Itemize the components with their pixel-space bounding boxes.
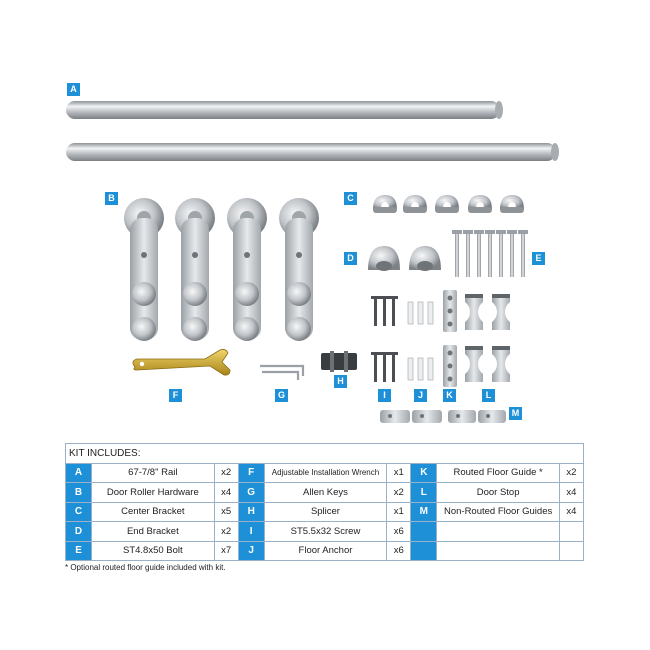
item-name: Non-Routed Floor Guides — [437, 502, 559, 522]
item-name: ST4.8x50 Bolt — [92, 541, 214, 561]
tag-h: H — [334, 375, 347, 388]
tag-j: J — [414, 389, 427, 402]
non-routed-floor-guides-m — [380, 410, 506, 423]
tag-i: I — [378, 389, 391, 402]
bolts-e — [452, 230, 528, 277]
tag-e: E — [532, 252, 545, 265]
item-letter: F — [238, 463, 264, 483]
item-qty: x4 — [559, 483, 583, 503]
center-brackets-c — [373, 195, 524, 213]
item-qty: x2 — [387, 483, 411, 503]
item-letter: A — [66, 463, 92, 483]
door-stops-l — [465, 294, 510, 382]
table-row — [66, 522, 584, 542]
item-letter — [411, 541, 437, 561]
tag-f: F — [169, 389, 182, 402]
item-name: Allen Keys — [264, 483, 386, 503]
routed-floor-guides-k — [443, 290, 457, 387]
wrench-f — [133, 349, 230, 375]
item-name: Door Stop — [437, 483, 559, 503]
rail-a — [66, 101, 559, 161]
item-qty: x5 — [214, 502, 238, 522]
item-qty: x6 — [387, 541, 411, 561]
tag-g: G — [275, 389, 288, 402]
item-qty: x2 — [214, 522, 238, 542]
item-qty: x7 — [214, 541, 238, 561]
footnote: * Optional routed floor guide included with kit. — [65, 563, 226, 572]
item-letter: L — [411, 483, 437, 503]
allen-keys-g — [260, 366, 303, 380]
tag-m: M — [509, 407, 522, 420]
item-letter: D — [66, 522, 92, 542]
tag-b: B — [105, 192, 118, 205]
table-row — [66, 463, 584, 483]
table-row — [66, 541, 584, 561]
item-letter: G — [238, 483, 264, 503]
item-qty: x4 — [559, 502, 583, 522]
item-name: Adjustable Installation Wrench — [264, 463, 386, 483]
item-letter: J — [238, 541, 264, 561]
tag-d: D — [344, 252, 357, 265]
tag-c: C — [344, 192, 357, 205]
item-letter: H — [238, 502, 264, 522]
item-name: ST5.5x32 Screw — [264, 522, 386, 542]
item-qty: x1 — [387, 502, 411, 522]
item-letter: I — [238, 522, 264, 542]
kit-includes-table — [65, 443, 584, 561]
item-name: Center Bracket — [92, 502, 214, 522]
item-letter: B — [66, 483, 92, 503]
splicer-h — [321, 351, 357, 372]
item-name: 67-7/8" Rail — [92, 463, 214, 483]
item-letter: E — [66, 541, 92, 561]
roller-hardware-b — [124, 198, 319, 341]
item-qty: x2 — [559, 463, 583, 483]
item-letter — [411, 522, 437, 542]
item-letter: K — [411, 463, 437, 483]
item-letter: C — [66, 502, 92, 522]
item-name — [437, 541, 559, 561]
item-name: Floor Anchor — [264, 541, 386, 561]
tag-k: K — [443, 389, 456, 402]
item-letter: M — [411, 502, 437, 522]
table-title: KIT INCLUDES: — [66, 444, 584, 464]
item-name: Door Roller Hardware — [92, 483, 214, 503]
item-qty: x4 — [214, 483, 238, 503]
item-name — [437, 522, 559, 542]
item-name: End Bracket — [92, 522, 214, 542]
table-row — [66, 483, 584, 503]
tag-a: A — [67, 83, 80, 96]
end-brackets-d — [368, 246, 441, 271]
table-header-row — [66, 444, 584, 464]
table-row — [66, 502, 584, 522]
item-qty: x2 — [214, 463, 238, 483]
item-qty — [559, 541, 583, 561]
screws-i — [371, 296, 398, 382]
item-qty — [559, 522, 583, 542]
tag-l: L — [482, 389, 495, 402]
item-name: Routed Floor Guide * — [437, 463, 559, 483]
item-qty: x1 — [387, 463, 411, 483]
item-qty: x6 — [387, 522, 411, 542]
item-name: Splicer — [264, 502, 386, 522]
floor-anchors-j — [408, 302, 433, 380]
